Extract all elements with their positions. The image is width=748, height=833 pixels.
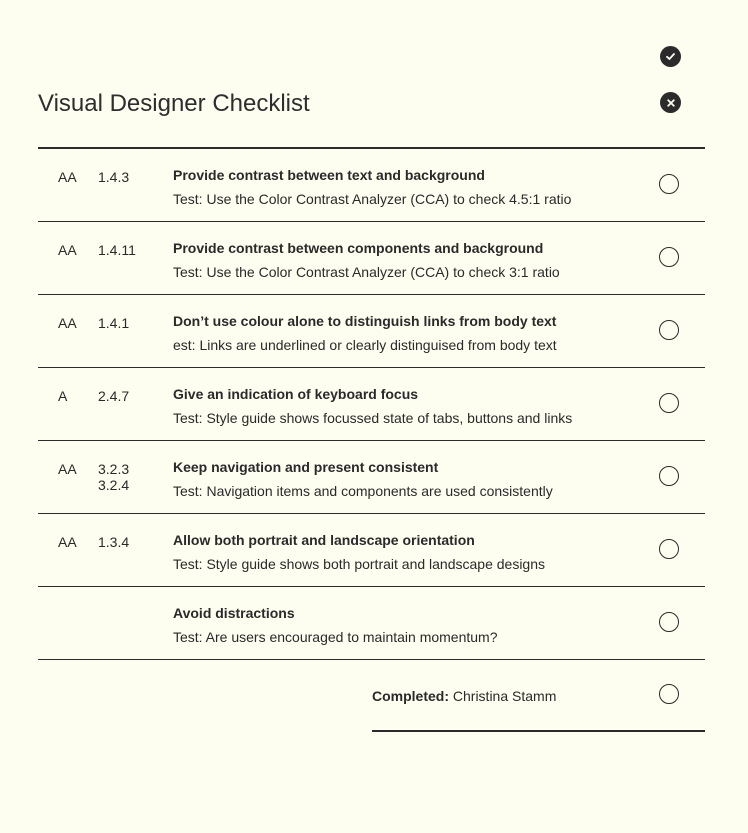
success-criterion	[98, 242, 136, 258]
wcag-level: A	[58, 388, 68, 404]
item-test: Test: Are users encouraged to maintain momentum?	[173, 629, 498, 645]
success-criterion-number: 1.4.11	[98, 242, 136, 258]
wcag-level: AA	[58, 169, 77, 185]
item-checkbox[interactable]	[659, 466, 679, 486]
item-heading: Allow both portrait and landscape orientation	[173, 532, 475, 548]
success-criterion	[98, 315, 129, 331]
item-test: Test: Style guide shows focussed state of tabs, buttons and links	[173, 410, 573, 426]
check-circle-icon	[660, 46, 681, 67]
item-checkbox[interactable]	[659, 320, 679, 340]
item-heading: Give an indication of keyboard focus	[173, 386, 419, 402]
item-heading: Provide contrast between components and background	[173, 240, 544, 256]
item-test: est: Links are underlined or clearly distinguised from body text	[173, 337, 557, 353]
checklist-row	[38, 587, 705, 660]
item-heading: Don’t use colour alone to distinguish links from body text	[173, 313, 557, 329]
success-criterion	[98, 169, 129, 185]
completed-checkbox[interactable]	[659, 684, 679, 704]
item-test: Test: Navigation items and components are used consistently	[173, 483, 553, 499]
completed-name: Christina Stamm	[452, 688, 557, 704]
wcag-level: AA	[58, 242, 77, 258]
item-checkbox[interactable]	[659, 247, 679, 267]
signature-line	[372, 730, 705, 732]
wcag-level: AA	[58, 315, 77, 331]
completed-label: Completed:	[372, 688, 449, 704]
checklist-row	[38, 514, 705, 587]
item-checkbox[interactable]	[659, 393, 679, 413]
checklist-row	[38, 295, 705, 368]
checklist-row	[38, 222, 705, 295]
success-criterion-number: 1.3.4	[98, 534, 130, 550]
checklist-row	[38, 149, 705, 222]
success-criterion	[98, 534, 129, 550]
item-heading: Keep navigation and present consistent	[173, 459, 439, 475]
success-criterion	[98, 388, 129, 404]
success-criterion-number: 3.2.4	[98, 477, 130, 493]
checklist-row	[38, 441, 705, 514]
cross-circle-icon	[660, 92, 681, 113]
item-checkbox[interactable]	[659, 612, 679, 632]
checklist	[38, 149, 705, 660]
completed-by	[372, 688, 556, 704]
item-heading: Provide contrast between text and background	[173, 167, 485, 183]
item-test: Test: Style guide shows both portrait and landscape designs	[173, 556, 546, 572]
item-test: Test: Use the Color Contrast Analyzer (CCA) to check 3:1 ratio	[173, 264, 560, 280]
item-checkbox[interactable]	[659, 174, 679, 194]
item-heading: Avoid distractions	[173, 605, 295, 621]
page-title: Visual Designer Checklist	[38, 90, 310, 117]
wcag-level: AA	[58, 461, 77, 477]
success-criterion-number: 1.4.3	[98, 169, 130, 185]
success-criterion-number: 2.4.7	[98, 388, 130, 404]
wcag-level: AA	[58, 534, 77, 550]
success-criterion-number: 1.4.1	[98, 315, 130, 331]
success-criterion-number: 3.2.3	[98, 461, 130, 477]
item-test: Test: Use the Color Contrast Analyzer (CCA) to check 4.5:1 ratio	[173, 191, 572, 207]
item-checkbox[interactable]	[659, 539, 679, 559]
success-criterion	[98, 461, 129, 493]
checklist-row	[38, 368, 705, 441]
